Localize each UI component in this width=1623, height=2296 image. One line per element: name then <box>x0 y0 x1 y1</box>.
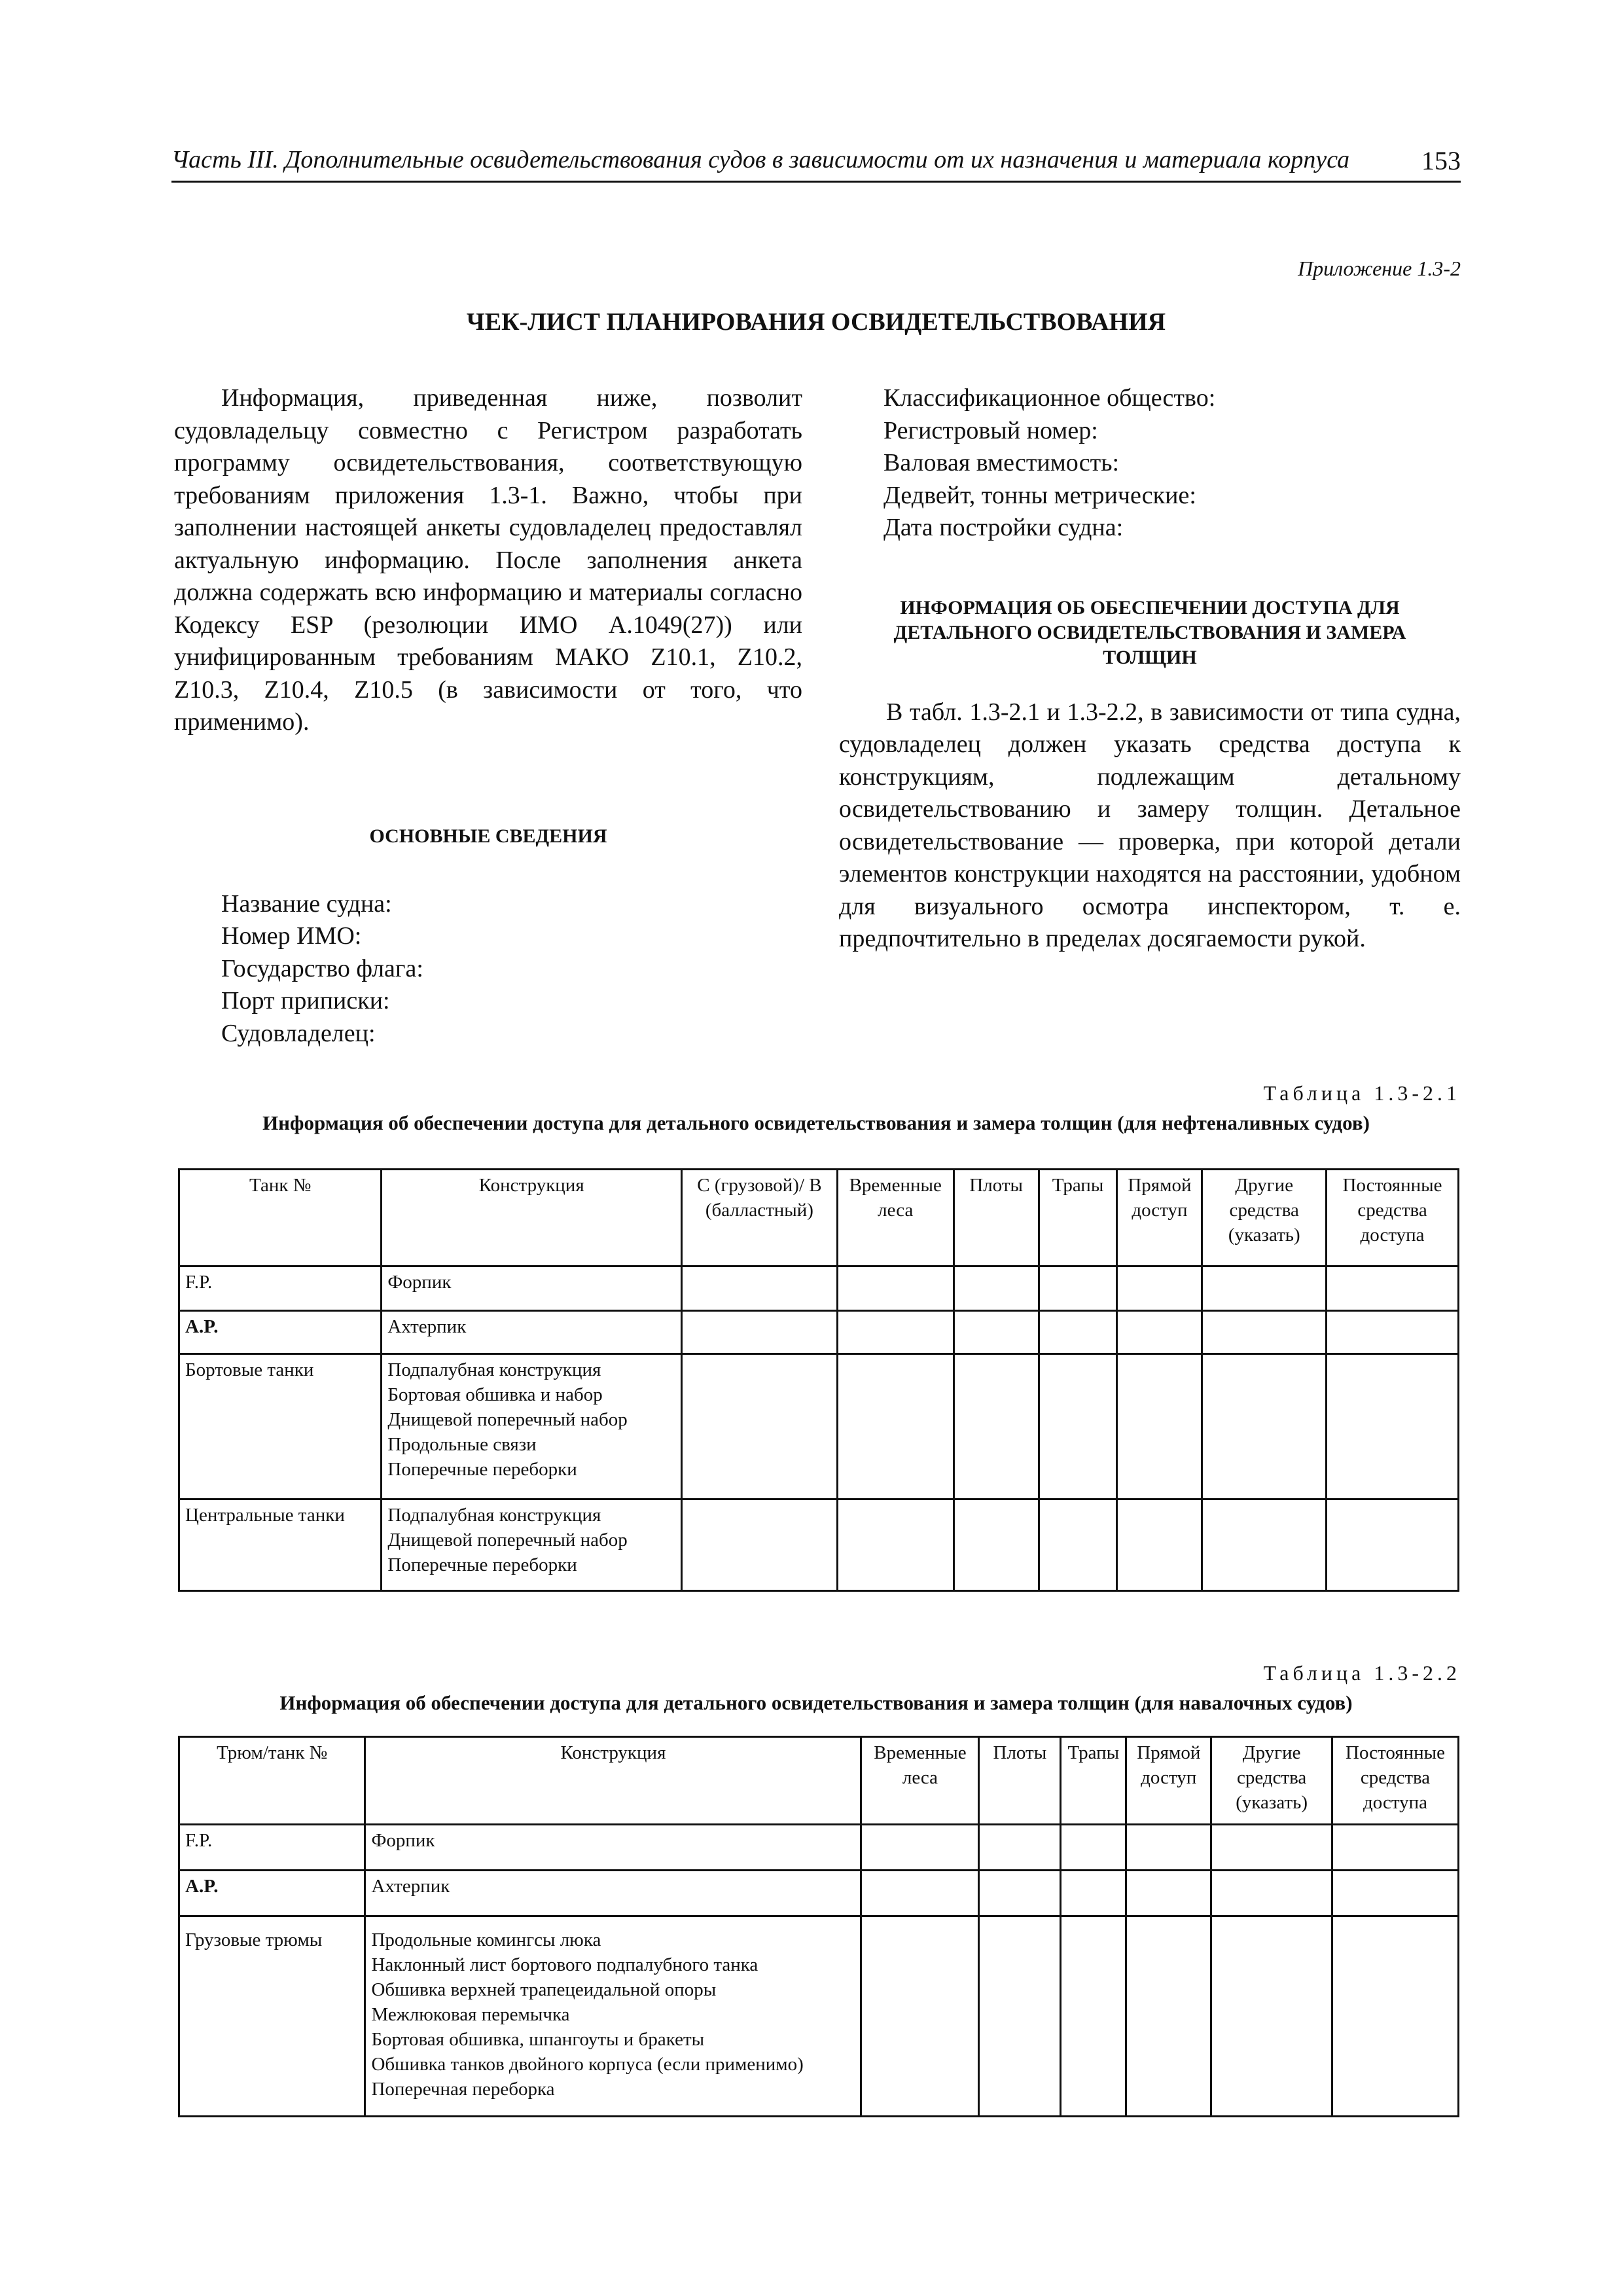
table1-cell-empty[interactable] <box>954 1311 1039 1354</box>
table1-header-direct-access: Прямой доступ <box>1117 1170 1202 1266</box>
table2-cell-structure: Ахтерпик <box>365 1871 861 1916</box>
table1-cell-tank: A.P. <box>179 1311 382 1354</box>
table1-cell-empty[interactable] <box>1117 1311 1202 1354</box>
table1-cell-empty[interactable] <box>1117 1354 1202 1499</box>
table2-header-structure: Конструкция <box>365 1737 861 1825</box>
table1-cell-structure: Форпик <box>382 1266 682 1311</box>
field-flag-state: Государство флага: <box>221 954 423 982</box>
table1-cell-empty[interactable] <box>1327 1311 1459 1354</box>
table2-cell-empty[interactable] <box>1126 1871 1211 1916</box>
field-vessel-name: Название судна: <box>221 889 392 918</box>
table2-cell-empty[interactable] <box>1061 1871 1126 1916</box>
table1-cell-tank: F.P. <box>179 1266 382 1311</box>
field-imo-number: Номер ИМО: <box>221 922 362 950</box>
table1-cell-empty[interactable] <box>682 1266 838 1311</box>
table1-cell-empty[interactable] <box>1039 1311 1117 1354</box>
table2-cell-empty[interactable] <box>861 1825 979 1871</box>
appendix-label: Приложение 1.3-2 <box>1298 257 1461 280</box>
table1-label: Таблица 1.3-2.1 <box>1263 1081 1461 1105</box>
table2-cell-empty[interactable] <box>1332 1916 1459 2117</box>
table2-cell-empty[interactable] <box>1211 1871 1332 1916</box>
table-tankers <box>178 1168 1459 1592</box>
table-row <box>179 1499 1459 1591</box>
table2-cell-tank: F.P. <box>179 1825 365 1871</box>
table2-cell-empty[interactable] <box>1061 1916 1126 2117</box>
table2-cell-empty[interactable] <box>1211 1825 1332 1871</box>
table1-cell-empty[interactable] <box>1039 1354 1117 1499</box>
table2-cell-empty[interactable] <box>861 1871 979 1916</box>
table2-cell-empty[interactable] <box>979 1825 1061 1871</box>
table1-cell-empty[interactable] <box>954 1499 1039 1591</box>
table2-cell-empty[interactable] <box>1211 1916 1332 2117</box>
table1-cell-empty[interactable] <box>682 1311 838 1354</box>
table-row <box>179 1825 1459 1871</box>
table1-header-row <box>179 1170 1459 1266</box>
table1-cell-structure: Ахтерпик <box>382 1311 682 1354</box>
table2-header-scaffolding: Временные леса <box>861 1737 979 1825</box>
table1-cell-empty[interactable] <box>1327 1266 1459 1311</box>
table1-cell-empty[interactable] <box>837 1266 954 1311</box>
table2-cell-structure: Продольные комингсы люка Наклонный лист бортового подпалубного танка Обшивка верхней трапецеидальной опоры Межлюковая перемычка Бортовая обшивка, шпангоуты и бракеты Обшивка танков двойного корпуса (если применимо) Поперечная переборка <box>365 1916 861 2117</box>
table1-cell-empty[interactable] <box>1327 1354 1459 1499</box>
table2-title: Информация об обеспечении доступа для детального освидетельствования и замера толщин (для навалочных судов) <box>279 1691 1353 1714</box>
access-section-paragraph: В табл. 1.3-2.1 и 1.3-2.2, в зависимости от типа судна, судовладелец должен указать средства доступа к конструкциям, подлежащим детальному освидетельствованию и замеру толщин. Детальное освидетельствование — проверка, при которой детали элементов конструкции находятся на расстоянии, удобном для визуального осмотра инспектором, т. е. предпочтительно в пределах досягаемости рукой. <box>839 698 1461 952</box>
table1-cell-structure: Подпалубная конструкция Днищевой поперечный набор Поперечные переборки <box>382 1499 682 1591</box>
table1-cell-empty[interactable] <box>1327 1499 1459 1591</box>
table2-cell-tank: Грузовые трюмы <box>179 1916 365 2117</box>
table2-cell-empty[interactable] <box>979 1916 1061 2117</box>
table1-cell-empty[interactable] <box>1202 1499 1327 1591</box>
left-column <box>174 382 802 1050</box>
table2-cell-structure: Форпик <box>365 1825 861 1871</box>
table1-cell-empty[interactable] <box>837 1311 954 1354</box>
table1-header-tank: Танк № <box>179 1170 382 1266</box>
table2-header-ladders: Трапы <box>1061 1737 1126 1825</box>
running-header-title: Часть III. Дополнительные освидетельствования судов в зависимости от их назначения и материала корпуса <box>171 146 1350 173</box>
table1-header-rafts: Плоты <box>954 1170 1039 1266</box>
table1-cell-empty[interactable] <box>1202 1354 1327 1499</box>
table1-cell-empty[interactable] <box>837 1354 954 1499</box>
intro-paragraph: Информация, приведенная ниже, позволит судовладельцу совместно с Регистром разработать программу освидетельствования, соответствующую требованиям приложения 1.3-1. Важно, чтобы при заполнении настоящей анкеты судовладелец предоставлял актуальную информацию. После заполнения анкета должна содержать всю информацию и материалы согласно Кодексу ESP (резолюции ИМО А.1049(27)) или унифицированным требованиям МАКО Z10.1, Z10.2, Z10.3, Z10.4, Z10.5 (в зависимости от того, что применимо). <box>174 384 802 736</box>
table1-header-scaffolding: Временные леса <box>837 1170 954 1266</box>
table1-cell-structure: Подпалубная конструкция Бортовая обшивка и набор Днищевой поперечный набор Продольные связи Поперечные переборки <box>382 1354 682 1499</box>
page-title: ЧЕК-ЛИСТ ПЛАНИРОВАНИЯ ОСВИДЕТЕЛЬСТВОВАНИЯ <box>466 308 1166 336</box>
table1-cell-empty[interactable] <box>954 1266 1039 1311</box>
table1-header-structure: Конструкция <box>382 1170 682 1266</box>
table1-title: Информация об обеспечении доступа для детального освидетельствования и замера толщин (для нефтеналивных судов) <box>262 1111 1370 1134</box>
table2-cell-empty[interactable] <box>1126 1916 1211 2117</box>
table-row <box>179 1871 1459 1916</box>
table-row <box>179 1266 1459 1311</box>
table2-cell-tank: A.P. <box>179 1871 365 1916</box>
table1-cell-empty[interactable] <box>1117 1266 1202 1311</box>
basic-info-heading: ОСНОВНЫЕ СВЕДЕНИЯ <box>369 825 607 847</box>
field-register-number: Регистровый номер: <box>883 416 1098 444</box>
running-header <box>171 145 1461 183</box>
table1-cell-tank: Бортовые танки <box>179 1354 382 1499</box>
table1-cell-empty[interactable] <box>1039 1266 1117 1311</box>
table2-header-other-means: Другие средства (указать) <box>1211 1737 1332 1825</box>
table1-cell-empty[interactable] <box>1202 1266 1327 1311</box>
table1-cell-empty[interactable] <box>1202 1311 1327 1354</box>
table2-cell-empty[interactable] <box>861 1916 979 2117</box>
table-row <box>179 1916 1459 2117</box>
table2-header-hold-tank: Трюм/танк № <box>179 1737 365 1825</box>
table2-header-row <box>179 1737 1459 1825</box>
table-row <box>179 1354 1459 1499</box>
table2-cell-empty[interactable] <box>1126 1825 1211 1871</box>
table1-cell-empty[interactable] <box>682 1354 838 1499</box>
table2-header-direct-access: Прямой доступ <box>1126 1737 1211 1825</box>
table1-cell-empty[interactable] <box>954 1354 1039 1499</box>
field-shipowner: Судовладелец: <box>221 1019 376 1047</box>
table1-cell-empty[interactable] <box>837 1499 954 1591</box>
basic-info-fields <box>174 888 802 1050</box>
table2-cell-empty[interactable] <box>979 1871 1061 1916</box>
table2-cell-empty[interactable] <box>1332 1825 1459 1871</box>
field-class-society: Классификационное общество: <box>883 384 1216 412</box>
table1-header-permanent-means: Постоянные средства доступа <box>1327 1170 1459 1266</box>
right-column <box>839 382 1461 956</box>
table2-cell-empty[interactable] <box>1061 1825 1126 1871</box>
table2-label: Таблица 1.3-2.2 <box>1263 1661 1461 1685</box>
access-section-heading: ИНФОРМАЦИЯ ОБ ОБЕСПЕЧЕНИИ ДОСТУПА ДЛЯ ДЕТАЛЬНОГО ОСВИДЕТЕЛЬСТВОВАНИЯ И ЗАМЕРА ТОЛЩИН <box>893 596 1406 668</box>
table-row <box>179 1311 1459 1354</box>
table1-header-other-means: Другие средства (указать) <box>1202 1170 1327 1266</box>
table1-header-cargo-ballast: С (грузовой)/ В (балластный) <box>682 1170 838 1266</box>
field-deadweight: Дедвейт, тонны метрические: <box>883 481 1196 509</box>
field-port-of-registry: Порт приписки: <box>221 987 390 1014</box>
table-bulk-carriers <box>178 1736 1459 2117</box>
table2-header-permanent-means: Постоянные средства доступа <box>1332 1737 1459 1825</box>
table2-header-rafts: Плоты <box>979 1737 1061 1825</box>
page-number: 153 <box>1421 146 1461 175</box>
table2-cell-empty[interactable] <box>1332 1871 1459 1916</box>
table1-cell-empty[interactable] <box>682 1499 838 1591</box>
table1-cell-empty[interactable] <box>1039 1499 1117 1591</box>
table1-header-ladders: Трапы <box>1039 1170 1117 1266</box>
table1-cell-empty[interactable] <box>1117 1499 1202 1591</box>
field-gross-tonnage: Валовая вместимость: <box>883 449 1120 476</box>
right-fields <box>839 382 1461 545</box>
field-build-date: Дата постройки судна: <box>883 514 1124 541</box>
table1-cell-tank: Центральные танки <box>179 1499 382 1591</box>
